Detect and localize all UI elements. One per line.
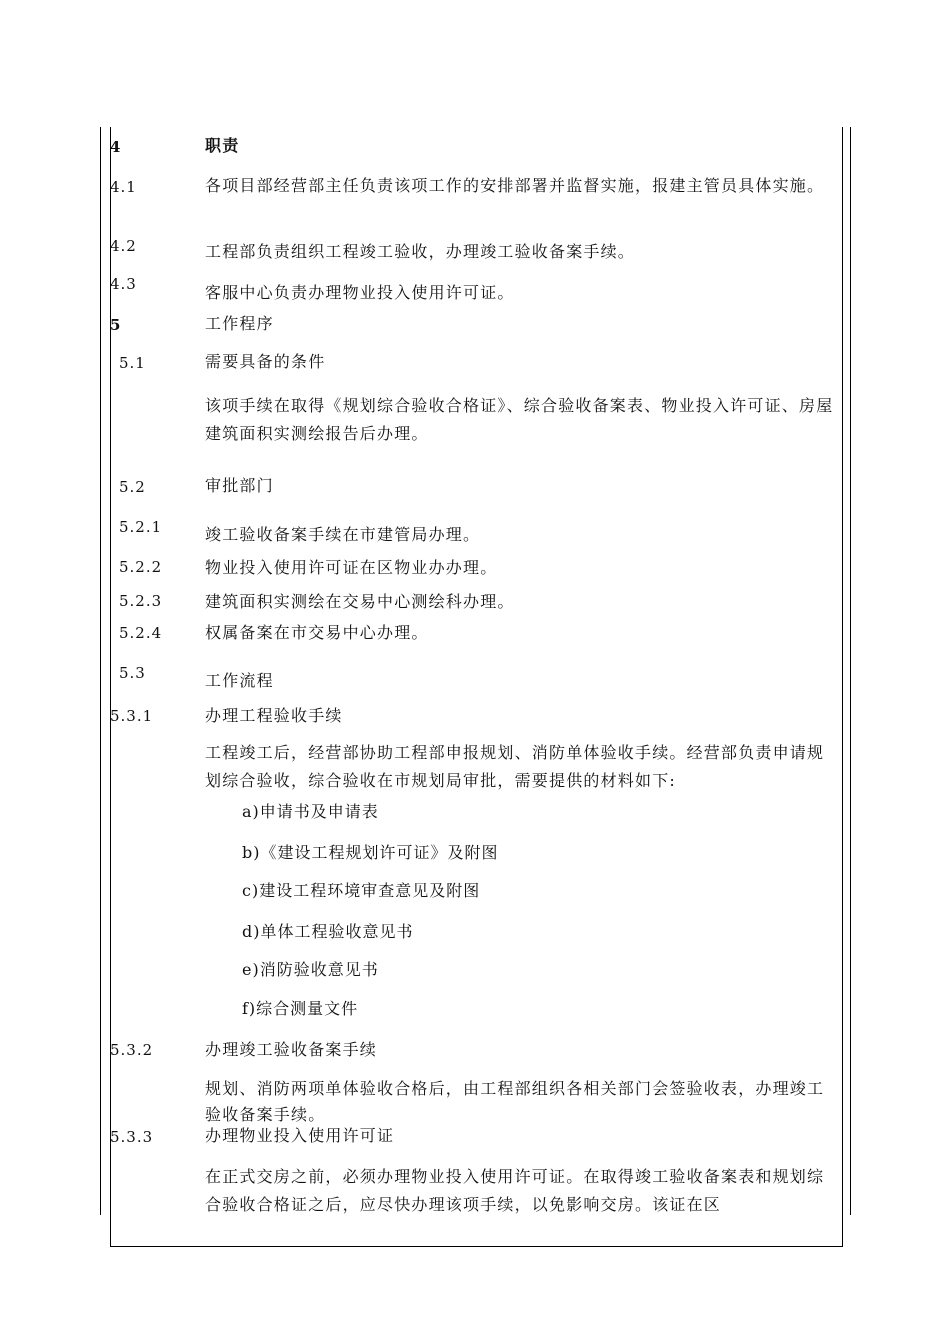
section-5-1-text: 该项手续在取得《规划综合验收合格证》、综合验收备案表、物业投入许可证、房屋建筑面积实测绘报告后办理。 [205, 396, 834, 443]
material-item-c: c)建设工程环境审查意见及附图 [242, 881, 481, 900]
section-5-2-3-number: 5.2.3 [119, 592, 163, 610]
material-item-b: b)《建设工程规划许可证》及附图 [242, 843, 499, 862]
section-4-1-text: 各项目部经营部主任负责该项工作的安排部署并监督实施，报建主管员具体实施。 [205, 176, 825, 195]
section-4-3-text: 客服中心负责办理物业投入使用许可证。 [205, 283, 515, 302]
section-5-title: 工作程序 [205, 314, 274, 333]
bottom-border [110, 1246, 843, 1247]
section-5-2-2-text: 物业投入使用许可证在区物业办办理。 [205, 558, 498, 577]
right-border-outer [850, 127, 851, 1215]
section-4-3-number: 4.3 [110, 275, 137, 293]
section-5-3-number: 5.3 [119, 664, 146, 682]
section-5-3-2-title: 办理竣工验收备案手续 [205, 1040, 378, 1059]
section-5-3-3-text: 在正式交房之前，必须办理物业投入使用许可证。在取得竣工验收备案表和规划综合验收合格证之后，应尽快办理该项手续，以免影响交房。该证在区 [205, 1167, 825, 1214]
left-border-inner [110, 127, 111, 1247]
section-5-2-1-text: 竣工验收备案手续在市建管局办理。 [205, 525, 481, 544]
section-4-title: 职责 [205, 136, 240, 155]
section-5-3-2-text: 规划、消防两项单体验收合格后，由工程部组织各相关部门会签验收表，办理竣工验收备案手续。 [205, 1079, 825, 1124]
section-5-3-1-text: 工程竣工后，经营部协助工程部申报规划、消防单体验收手续。经营部负责申请规划综合验收，综合验收在市规划局审批，需要提供的材料如下: [205, 743, 825, 790]
section-5-2-title: 审批部门 [205, 476, 274, 495]
section-5-2-2-number: 5.2.2 [119, 558, 163, 576]
section-5-number: 5 [110, 316, 122, 334]
section-5-2-4-number: 5.2.4 [119, 624, 163, 642]
section-5-1-title: 需要具备的条件 [205, 352, 326, 371]
right-border-inner [842, 127, 843, 1247]
material-item-f: f)综合测量文件 [242, 999, 359, 1018]
section-5-3-1-title: 办理工程验收手续 [205, 706, 343, 725]
section-5-2-3-text: 建筑面积实测绘在交易中心测绘科办理。 [205, 592, 515, 611]
material-item-e: e)消防验收意见书 [242, 960, 379, 979]
section-4-2-text: 工程部负责组织工程竣工验收，办理竣工验收备案手续。 [205, 242, 636, 261]
section-5-2-1-number: 5.2.1 [119, 518, 163, 536]
section-5-3-3-title: 办理物业投入使用许可证 [205, 1126, 395, 1145]
material-item-a: a)申请书及申请表 [242, 802, 379, 821]
section-5-3-2-number: 5.3.2 [110, 1041, 154, 1059]
section-4-number: 4 [110, 138, 122, 156]
section-5-3-3-number: 5.3.3 [110, 1128, 154, 1146]
left-border-outer [100, 127, 101, 1215]
section-5-1-number: 5.1 [119, 354, 146, 372]
section-5-2-number: 5.2 [119, 478, 146, 496]
section-5-3-title: 工作流程 [205, 671, 274, 690]
section-5-3-1-number: 5.3.1 [110, 707, 154, 725]
section-4-1-number: 4.1 [110, 178, 137, 196]
material-item-d: d)单体工程验收意见书 [242, 922, 414, 941]
section-4-2-number: 4.2 [110, 237, 137, 255]
section-5-2-4-text: 权属备案在市交易中心办理。 [205, 623, 429, 642]
